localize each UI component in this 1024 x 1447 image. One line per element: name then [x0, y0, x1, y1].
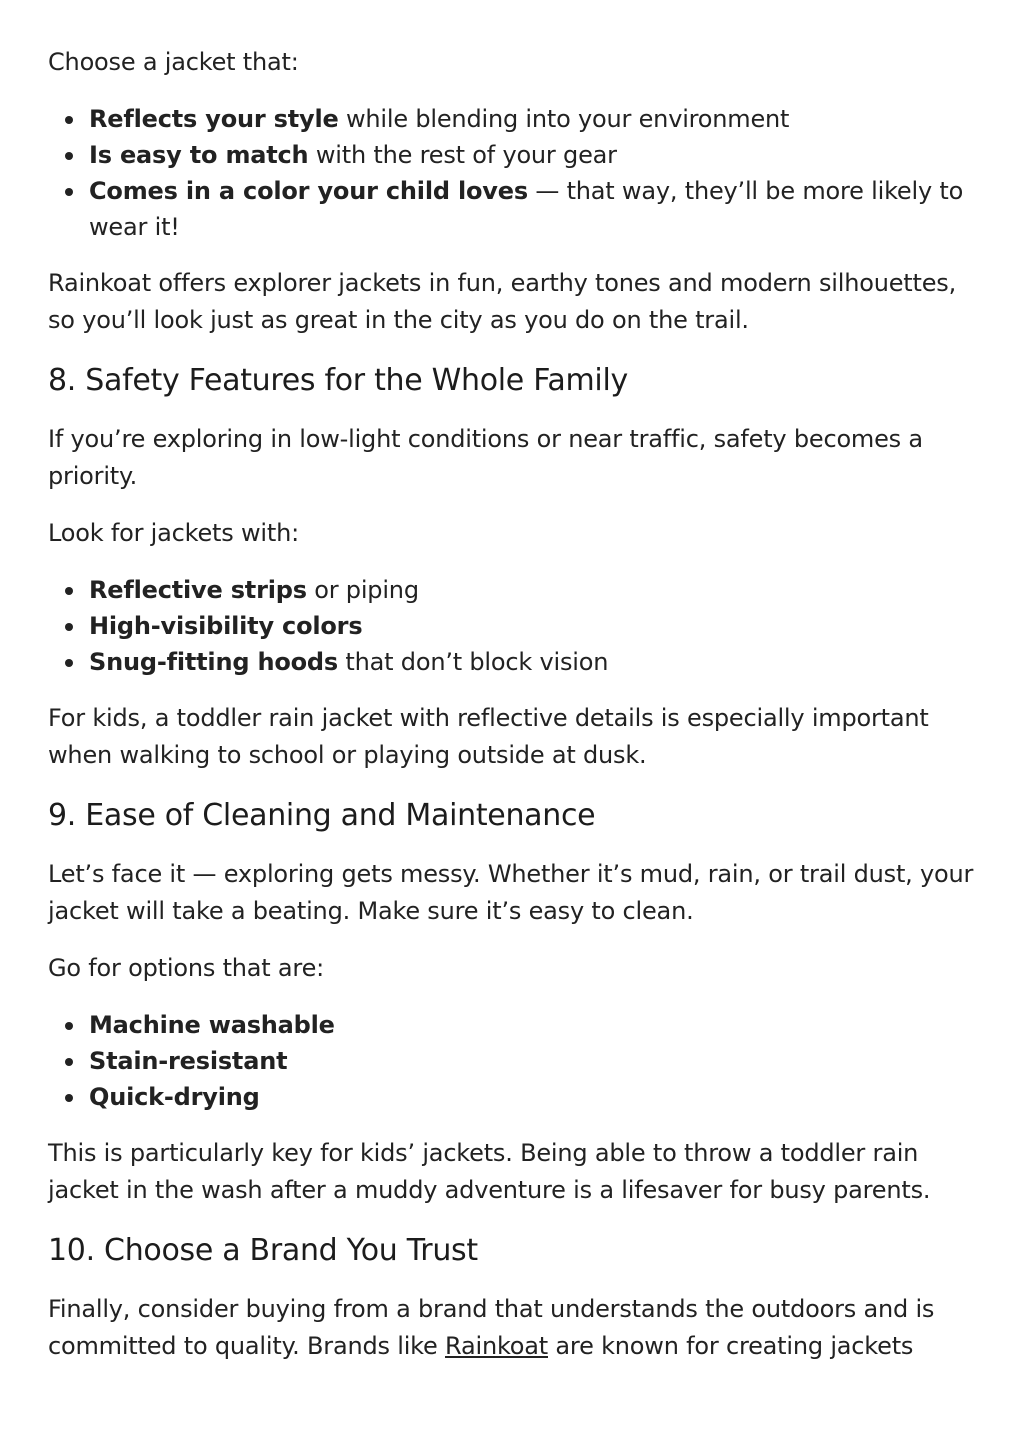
- cleaning-outro: This is particularly key for kids’ jackets. Being able to throw a toddler rain jacket in the wash after a muddy adventure is a lifesaver for busy parents.: [48, 1139, 931, 1204]
- section-heading-brand: 10. Choose a Brand You Trust: [48, 1233, 478, 1268]
- list-item: [89, 644, 983, 680]
- list-item-text: — that way, they’ll be more likely to wear it!: [89, 177, 964, 241]
- cleaning-list: [48, 1007, 983, 1115]
- safety-list: [48, 572, 983, 680]
- list-item-text: while blending into your environment: [338, 105, 790, 133]
- list-item: [89, 572, 983, 608]
- list-item-text: with the rest of your gear: [308, 141, 617, 169]
- list-item: [89, 608, 983, 644]
- section-heading-cleaning: 9. Ease of Cleaning and Maintenance: [48, 798, 596, 833]
- list-item-bold: Reflects your style: [89, 105, 339, 133]
- list-item: [89, 173, 983, 245]
- safety-paragraph: If you’re exploring in low-light conditions or near traffic, safety becomes a priority.: [48, 425, 923, 490]
- list-item-bold: Reflective strips: [89, 576, 307, 604]
- brand-text-after: are known for creating jackets: [548, 1332, 914, 1360]
- list-item-bold: Comes in a color your child loves: [89, 177, 528, 205]
- list-item-bold: High-visibility colors: [89, 612, 363, 640]
- list-item: [89, 1043, 983, 1079]
- section-heading-safety: 8. Safety Features for the Whole Family: [48, 363, 628, 398]
- safety-intro: Look for jackets with:: [48, 519, 299, 547]
- style-intro: Choose a jacket that:: [48, 48, 299, 76]
- list-item: [89, 137, 983, 173]
- list-item: [89, 101, 983, 137]
- cleaning-intro: Go for options that are:: [48, 954, 325, 982]
- list-item-bold: Stain-resistant: [89, 1047, 288, 1075]
- style-outro: Rainkoat offers explorer jackets in fun, earthy tones and modern silhouettes, so you’ll look just as great in the city as you do on the trail.: [48, 269, 957, 334]
- style-list: [48, 101, 983, 245]
- list-item-bold: Machine washable: [89, 1011, 335, 1039]
- list-item-bold: Is easy to match: [89, 141, 309, 169]
- list-item: [89, 1079, 983, 1115]
- rainkoat-link[interactable]: Rainkoat: [445, 1332, 548, 1360]
- list-item: [89, 1007, 983, 1043]
- list-item-bold: Quick-drying: [89, 1083, 260, 1111]
- cleaning-paragraph: Let’s face it — exploring gets messy. Whether it’s mud, rain, or trail dust, your jacket will take a beating. Make sure it’s easy to clean.: [48, 860, 974, 925]
- safety-outro: For kids, a toddler rain jacket with reflective details is especially important when walking to school or playing outside at dusk.: [48, 704, 929, 769]
- list-item-bold: Snug-fitting hoods: [89, 648, 338, 676]
- list-item-text: or piping: [306, 576, 419, 604]
- brand-paragraph: [48, 1291, 983, 1365]
- list-item-text: that don’t block vision: [338, 648, 609, 676]
- article-body: [48, 44, 983, 1365]
- brand-text-before: Finally, consider buying from a brand that understands the outdoors and is committed to quality. Brands like: [48, 1295, 935, 1360]
